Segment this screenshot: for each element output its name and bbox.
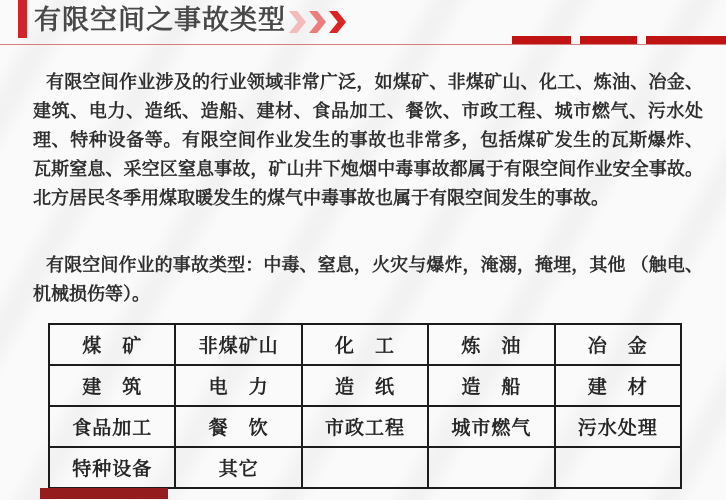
paragraph-industries xyxy=(33,68,703,213)
table-cell: 建 材 xyxy=(555,365,681,406)
paragraph-accident-types xyxy=(33,251,703,309)
page-title: 有限空间之事故类型 xyxy=(34,5,286,35)
header-dash xyxy=(580,36,637,44)
industry-table xyxy=(48,323,682,489)
table-cell: 污水处理 xyxy=(555,406,681,447)
text-line: 机械损伤等）。 xyxy=(33,284,150,304)
chevron-right-icon xyxy=(309,11,326,33)
chevron-right-icon xyxy=(329,11,346,33)
table-cell: 市政工程 xyxy=(302,406,428,447)
slide-content xyxy=(33,68,703,489)
table-cell: 造 纸 xyxy=(302,365,428,406)
table-cell: 造 船 xyxy=(428,365,554,406)
table-cell: 其它 xyxy=(175,447,301,488)
text-line: 北方居民冬季用煤取暖发生的煤气中毒事故也属于有限空间发生的事故。 xyxy=(33,188,609,208)
table-cell: 餐 饮 xyxy=(175,406,301,447)
table-row xyxy=(49,447,681,488)
table-cell: 炼 油 xyxy=(428,324,554,365)
header-dash xyxy=(646,36,726,44)
table-cell xyxy=(302,447,428,488)
table-row xyxy=(49,406,681,447)
title-accent-bar xyxy=(18,0,27,38)
table-cell: 煤 矿 xyxy=(49,324,175,365)
text-line: 建筑、电力、造纸、造船、建材、食品加工、餐饮、市政工程、城市燃气、污水处 xyxy=(33,101,703,121)
table-cell: 食品加工 xyxy=(49,406,175,447)
text-line: 有限空间作业的事故类型：中毒、窒息，火灾与爆炸，淹溺，掩埋，其他 （触电、 xyxy=(46,255,703,275)
table-cell: 特种设备 xyxy=(49,447,175,488)
table-cell: 电 力 xyxy=(175,365,301,406)
table-cell xyxy=(555,447,681,488)
text-line: 有限空间作业涉及的行业领域非常广泛，如煤矿、非煤矿山、化工、炼油、冶金、 xyxy=(46,72,703,92)
footer-accent-bar xyxy=(40,488,168,499)
table-cell: 非煤矿山 xyxy=(175,324,301,365)
table-row xyxy=(49,365,681,406)
table-cell: 化 工 xyxy=(302,324,428,365)
table-cell: 城市燃气 xyxy=(428,406,554,447)
text-line: 瓦斯窒息、采空区窒息事故，矿山井下炮烟中毒事故都属于有限空间作业安全事故。 xyxy=(33,159,703,179)
table-cell xyxy=(428,447,554,488)
table-cell: 建 筑 xyxy=(49,365,175,406)
header xyxy=(0,0,726,46)
table-row xyxy=(49,324,681,365)
table-cell: 冶 金 xyxy=(555,324,681,365)
triple-chevron-right-icon xyxy=(289,11,346,33)
header-dash xyxy=(512,36,571,44)
header-underline xyxy=(0,44,726,45)
chevron-right-icon xyxy=(289,11,306,33)
text-line: 理、特种设备等。有限空间作业发生的事故也非常多，包括煤矿发生的瓦斯爆炸、 xyxy=(33,130,703,150)
header-dash-group xyxy=(512,36,726,44)
